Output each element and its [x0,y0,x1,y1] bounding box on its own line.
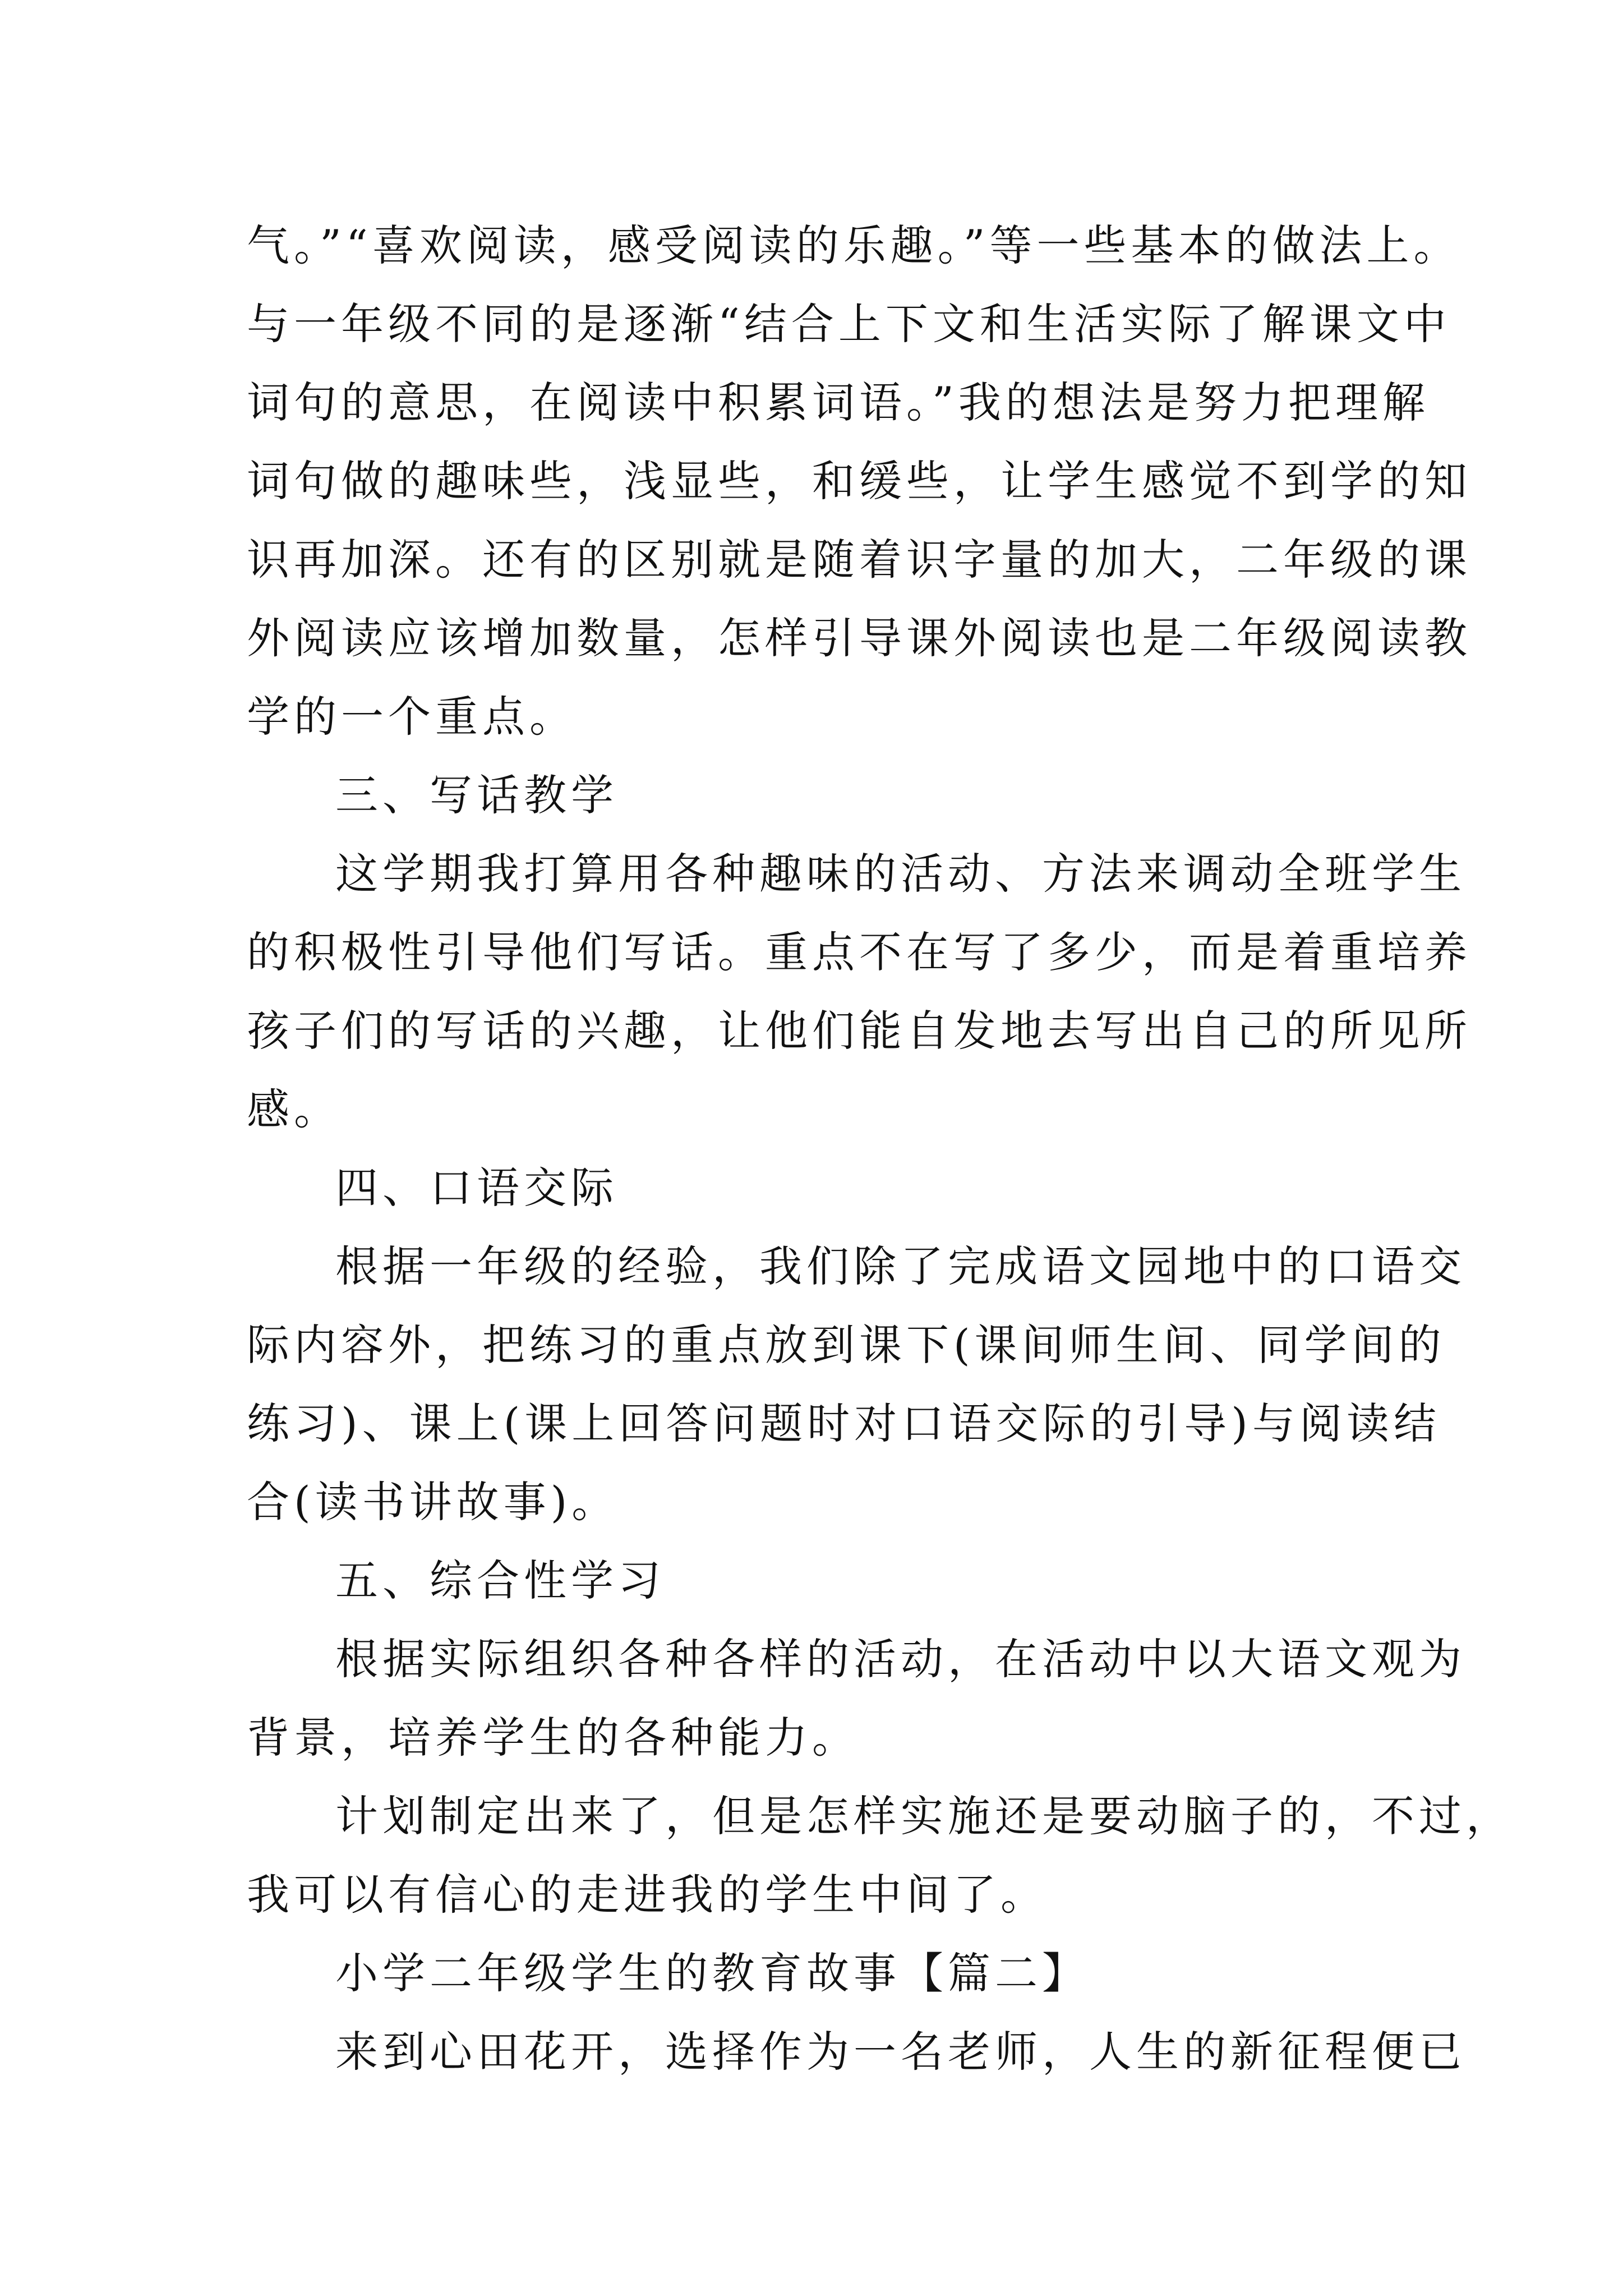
paragraph-line: 气。”“喜欢阅读，感受阅读的乐趣。”等一些基本的做法上。 [247,220,1461,270]
paragraph-line: 合(读书讲故事)。 [247,1477,619,1527]
article-title: 小学二年级学生的教育故事【篇二】 [335,1948,1089,1998]
paragraph-line: 词句做的趣味些，浅显些，和缓些，让学生感觉不到学的知 [247,456,1472,506]
paragraph-line: 词句的意思，在阅读中积累词语。”我的想法是努力把理解 [247,378,1430,427]
paragraph-line: 我可以有信心的走进我的学生中间了。 [247,1870,1048,1920]
paragraph-line: 背景，培养学生的各种能力。 [247,1713,859,1763]
paragraph-line: 与一年级不同的是逐渐“结合上下文和生活实际了解课文中 [247,299,1451,349]
paragraph-line: 练习)、课上(课上回答问题时对口语交际的引导)与阅读结 [247,1398,1441,1448]
paragraph-line: 学的一个重点。 [247,692,577,742]
section-heading: 五、综合性学习 [335,1556,665,1605]
paragraph-line: 际内容外，把练习的重点放到课下(课间师生间、同学间的 [247,1320,1446,1370]
paragraph-line: 感。 [247,1084,341,1134]
paragraph-line: 来到心田花开，选择作为一名老师，人生的新征程便已 [335,2027,1466,2077]
paragraph-line: 外阅读应该增加数量，怎样引导课外阅读也是二年级阅读教 [247,613,1472,663]
paragraph-line: 根据实际组织各种各样的活动，在活动中以大语文观为 [335,1634,1466,1684]
paragraph-line: 的积极性引导他们写话。重点不在写了多少，而是着重培养 [247,927,1472,977]
paragraph-line: 根据一年级的经验，我们除了完成语文园地中的口语交 [335,1241,1466,1291]
paragraph-line: 这学期我打算用各种趣味的活动、方法来调动全班学生 [335,849,1466,899]
paragraph-line: 计划制定出来了，但是怎样实施还是要动脑子的，不过， [335,1791,1513,1841]
section-heading: 四、口语交际 [335,1163,618,1213]
paragraph-line: 孩子们的写话的兴趣，让他们能自发地去写出自己的所见所 [247,1006,1472,1056]
paragraph-line: 识再加深。还有的区别就是随着识字量的加大，二年级的课 [247,535,1472,585]
section-heading: 三、写话教学 [335,770,618,820]
